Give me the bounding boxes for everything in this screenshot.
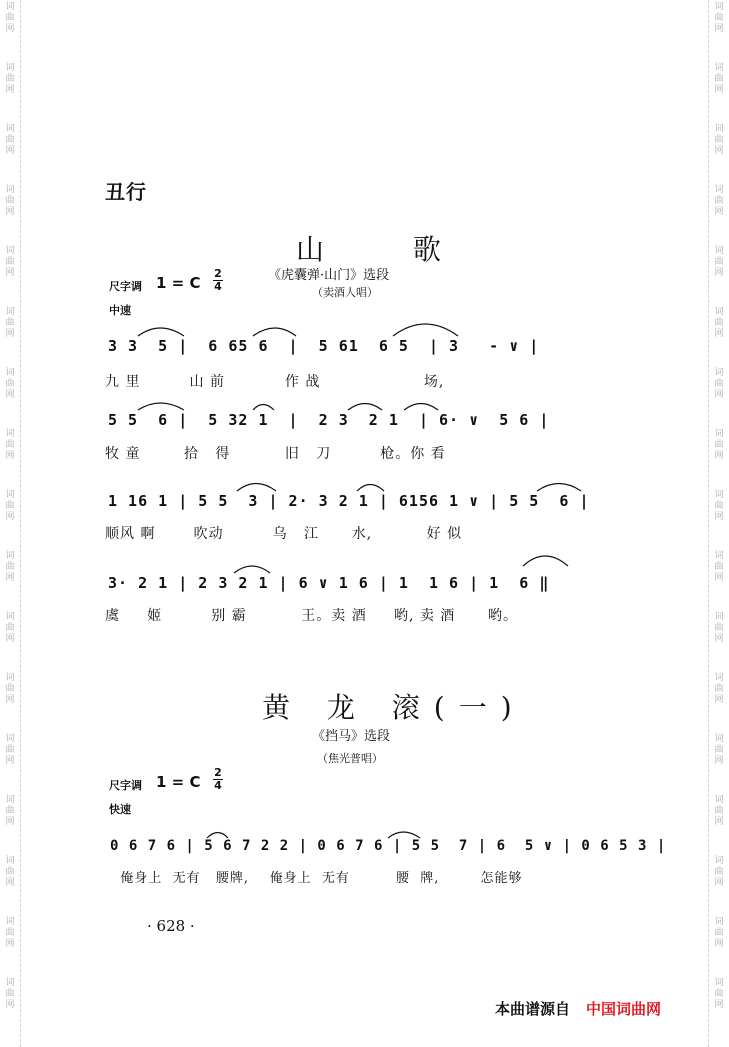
song2-singer: （焦光普唱） (317, 752, 383, 765)
slur (253, 328, 296, 336)
song1-notation-row-1: 3 3 5 | 6 65 6 | 5 61 6 5 | 3 - ∨ | (108, 337, 540, 355)
watermark-mark: 词 曲 网 (714, 124, 724, 156)
watermark-mark: 词 曲 网 (714, 551, 724, 583)
song1-lyrics-row-4: 虞 姬 别 霸 王。卖 酒 哟, 卖 酒 哟。 (105, 608, 519, 624)
watermark-mark: 词 曲 网 (714, 856, 724, 888)
footer-brand[interactable]: 中国词曲网 (586, 1000, 662, 1018)
section-title: 丑行 (105, 180, 147, 204)
slur (207, 833, 228, 839)
page-number: · 628 · (147, 917, 195, 935)
slur (237, 484, 276, 492)
song2-lyrics-row-1: 俺身上 无有 腰牌, 俺身上 无有 腰 牌, 怎能够 (110, 871, 523, 886)
slur (537, 484, 581, 492)
song2-time-top: 2 (214, 766, 222, 779)
song2-tempo: 快速 (109, 803, 131, 816)
watermark-mark: 词 曲 网 (714, 63, 724, 95)
watermark-mark: 词 曲 网 (714, 185, 724, 217)
song1-time-top: 2 (214, 267, 222, 280)
slur (234, 566, 270, 573)
slur (388, 832, 420, 838)
song1-tempo: 中速 (109, 304, 131, 317)
watermark-mark: 词 曲 网 (714, 2, 724, 34)
watermark-mark: 词 曲 网 (5, 63, 15, 95)
watermark-mark: 词 曲 网 (5, 856, 15, 888)
song1-time-bottom: 4 (214, 280, 222, 293)
song1-lyrics-row-3: 顺风 啊 吹动 乌 江 水, 好 似 (105, 526, 463, 542)
song2-key-label: 尺字调 (109, 779, 142, 792)
watermark-mark: 词 曲 网 (5, 917, 15, 949)
watermark-mark: 词 曲 网 (714, 307, 724, 339)
watermark-mark: 词 曲 网 (5, 185, 15, 217)
watermark-mark: 词 曲 网 (5, 490, 15, 522)
watermark-mark: 词 曲 网 (5, 368, 15, 400)
footer-source (495, 998, 661, 1019)
song2-notation-row-1: 0 6 7 6 | 5 6 7 2 2 | 0 6 7 6 | 5 5 7 | 6 5 ∨ | 0 6 5 3 | (110, 838, 667, 854)
watermark-mark: 词 曲 网 (714, 734, 724, 766)
song1-key: 1 = C (156, 274, 201, 292)
watermark-mark: 词 曲 网 (5, 734, 15, 766)
song2-source: 《挡马》选段 (312, 729, 391, 744)
song1-singer: （卖酒人唱） (312, 286, 378, 299)
watermark-mark: 词 曲 网 (714, 612, 724, 644)
song1-notation-row-2: 5 5 6 | 5 32 1 | 2 3 2 1 | 6· ∨ 5 6 | (108, 411, 550, 429)
slur (348, 404, 382, 411)
watermark-mark: 词 曲 网 (714, 429, 724, 461)
song1-lyrics-row-1: 九 里 山 前 作 战 场, (105, 374, 445, 390)
watermark-mark: 词 曲 网 (5, 2, 15, 34)
watermark-mark: 词 曲 网 (714, 368, 724, 400)
song1-notation-row-3: 1 16 1 | 5 5 3 | 2· 3 2 1 | 6156 1 ∨ | 5 5 6 | (108, 492, 590, 510)
slur (404, 404, 438, 411)
watermark-mark: 词 曲 网 (714, 246, 724, 278)
watermark-mark: 词 曲 网 (714, 795, 724, 827)
song2-time-bottom: 4 (214, 779, 222, 792)
watermark-mark: 词 曲 网 (5, 124, 15, 156)
watermark-mark: 词 曲 网 (714, 673, 724, 705)
slur (393, 324, 458, 336)
song1-title: 山 歌 (296, 233, 481, 266)
song1-lyrics-row-2: 牧 童 拾 得 旧 刀 枪。你 看 (105, 446, 446, 462)
watermark-mark: 词 曲 网 (714, 917, 724, 949)
watermark-mark: 词 曲 网 (5, 429, 15, 461)
watermark-mark: 词 曲 网 (5, 246, 15, 278)
song2-key: 1 = C (156, 773, 201, 791)
watermark-mark: 词 曲 网 (5, 795, 15, 827)
slur (253, 405, 274, 411)
watermark-mark: 词 曲 网 (5, 673, 15, 705)
song1-source: 《虎囊弹·山门》选段 (268, 268, 390, 283)
watermark-mark: 词 曲 网 (5, 551, 15, 583)
slur (138, 403, 184, 410)
watermark-mark: 词 曲 网 (5, 978, 15, 1010)
song1-notation-row-4: 3· 2 1 | 2 3 2 1 | 6 ∨ 1 6 | 1 1 6 | 1 6 ‖ (108, 574, 550, 592)
slur (357, 485, 384, 492)
song2-title: 黄 龙 滚(一) (262, 691, 526, 724)
watermark-mark: 词 曲 网 (714, 978, 724, 1010)
watermark-mark: 词 曲 网 (5, 612, 15, 644)
watermark-mark: 词 曲 网 (714, 490, 724, 522)
song1-key-label: 尺字调 (109, 280, 142, 293)
footer-source-text: 本曲谱源自 (495, 1000, 571, 1018)
slur (138, 328, 184, 336)
slur (523, 556, 568, 566)
watermark-mark: 词 曲 网 (5, 307, 15, 339)
